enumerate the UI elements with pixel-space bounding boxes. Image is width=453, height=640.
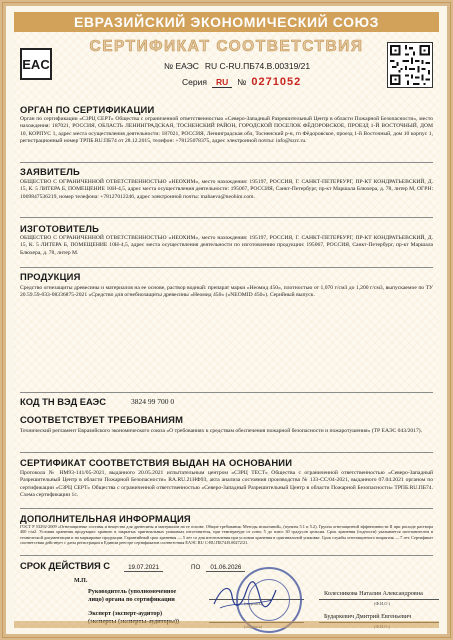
head-role xyxy=(88,588,176,604)
union-title: ЕВРАЗИЙСКИЙ ЭКОНОМИЧЕСКИЙ СОЮЗ xyxy=(14,12,439,32)
section-heading-basis: СЕРТИФИКАТ СООТВЕТСТВИЯ ВЫДАН НА ОСНОВАНИИ xyxy=(20,457,293,468)
expert-role-line-1: Эксперт (эксперт-аудитор) xyxy=(88,610,163,617)
section-heading-applicant: ЗАЯВИТЕЛЬ xyxy=(20,166,80,177)
head-role-line-1: Руководитель (уполномоченное xyxy=(88,588,177,595)
section-heading-organ: ОРГАН ПО СЕРТИФИКАЦИИ xyxy=(20,104,155,115)
section-text-applicant: ОБЩЕСТВО С ОГРАНИЧЕННОЙ ОТВЕТСТВЕННОСТЬЮ «НЕОХИМ», место нахождения: 195197, РОССИЯ, Г. САНКТ-ПЕТЕРБУРГ, ПР-КТ КОНДРАТЬЕВСКИЙ, Д. 15, К. 5 ЛИТЕРА Б, ПОМЕЩЕНИЕ 10Н-4,5, адрес места осуществления деятельности: 195067, РОССИЯ, Санкт-Петербург, пр-кт Маршала Блюхера, д. 78, литер М, ОГРН: 1069847536219, номер телефона: +78127012246, адрес электронной почты: mahaeva@neohim.com. xyxy=(20,179,433,200)
certificate-number-value: RU С-RU.ПБ74.В.00319/21 xyxy=(204,61,311,71)
series-label: Серия xyxy=(182,77,207,87)
certificate-number xyxy=(164,61,310,71)
certificate-title: СЕРТИФИКАТ СООТВЕТСТВИЯ xyxy=(89,38,364,55)
divider xyxy=(20,162,433,163)
head-name: Колесникова Наталия Александровна xyxy=(324,590,423,597)
divider xyxy=(20,555,433,556)
section-heading-requirements: СООТВЕТСТВУЕТ ТРЕБОВАНИЯМ xyxy=(20,414,184,425)
divider xyxy=(20,508,433,509)
validity-to: 01.06.2026 xyxy=(206,564,245,572)
blank-number: 0271052 xyxy=(251,76,302,88)
certificate-body xyxy=(14,12,439,628)
section-heading-extra: ДОПОЛНИТЕЛЬНАЯ ИНФОРМАЦИЯ xyxy=(20,513,191,524)
seal-place-label: М.П. xyxy=(74,578,88,584)
section-heading-manufacturer: ИЗГОТОВИТЕЛЬ xyxy=(20,223,100,234)
section-heading-product: ПРОДУКЦИЯ xyxy=(20,271,81,282)
divider xyxy=(20,217,433,218)
series-line xyxy=(182,76,301,88)
validity-from: 19.07.2021 xyxy=(124,564,163,572)
divider xyxy=(20,267,433,268)
section-text-requirements: Технический регламент Евразийского экономического союза «О требованиях к средствам обеспечения пожарной безопасности и пожаротушения» (ТР ЕАЭС 043/2017). xyxy=(20,428,423,434)
divider xyxy=(20,452,433,453)
validity-line xyxy=(20,560,245,572)
section-text-product: Средство огнезащиты древесины и материалов на ее основе, раствор водный: препарат марки «Неомид 450», плотностью от 1,070 г/см3 до 1,200 г/см3, выпускаемое по ТУ 20.59.59-033-08336875-2021 «Средство для огнебиозащиты древесины «Неомид 450» («NEOMID 450»). Серийный выпуск. xyxy=(20,285,433,299)
name-line xyxy=(319,599,439,600)
validity-to-label: ПО xyxy=(191,564,201,571)
series-value: RU xyxy=(212,77,232,88)
certificate-number-label: № ЕАЭС xyxy=(164,61,199,71)
eac-logo-icon xyxy=(20,48,52,80)
expert-name: Бударкевич Дмитрий Евгеньевич xyxy=(324,613,412,620)
section-text-basis: Протокола № НМ93-141/05-2021, выданного 20.05.2021 испытательным центром «СЗРЦ ТЕСТ» Общества с ограниченной ответственностью «Северо-Западный Разрешительный Центр в области Пожарной Безопасности» RA.RU.21НФ93, акта анализа состояния производства № 133-СС/04-2021, выданного 07.04.2021 органом по сертификации «СЗРЦ СЕРТ» Общества с ограниченной ответственностью «Северо-Западный Разрешительный Центр в области Пожарной Безопасности» ТРПБ.RU.ПБ74. Схема сертификации 1с. xyxy=(20,470,433,499)
section-text-organ: Орган по сертификации «СЗРЦ СЕРТ» Общества с ограниченной ответственностью «Северо-Западный Разрешительный Центр в области Пожарной Безопасности», место нахождения: 187021, РОССИЯ, ОБЛАСТЬ ЛЕНИНГРАДСКАЯ, ТОСНЕНСКИЙ РАЙОН, ГОРОДСКОЙ ПОСЕЛОК ФЁДОРОВСКОЕ, ПРОЕЗД 1-Й ВОСТОЧНЫЙ, ДОМ 10, КОРПУС 1, адрес места осуществления деятельности: 187021, РОССИЯ, Ленинградская обл, Тосненский р-н, гп Фёдоровское, проезд 1-й Восточный, дом 10 корпус 1, регистрационный номер ТРПБ.RU.ПБ74 от 28.12.2015, телефон: +78125078375, адрес электронной почты: info@szrc.ru. xyxy=(20,116,433,145)
tnved-code-label: КОД ТН ВЭД ЕАЭС xyxy=(20,396,106,407)
section-text-extra: ГОСТ Р 53292-2009 «Огнезащитные составы и вещества для древесины и материалов на ее основе. Общие требования. Методы испытаний», (пункты 5.1 и 5.2). Группа огнезащитной эффективности II при расходе раствора 400 г/м2. Условия хранения продукции: хранить в закрытых оригинальных упаковках изготовителя, при температуре от плюс 5 до плюс 30 градусов цельсия. Срок хранения (годности) указывается изготовителем в технической документации и на маркировке продукции. Гарантийный срок хранения — 5 лет со дня изготовления при условии хранения в оригинальной упаковке. Срок службы огнезащитного покрытия — 7 лет. Сертификат соответствия действует с даты регистрации в Едином реестре сертификатов соответствия ЕАЭС RU С-RU.ПБ74.В.00272/21. xyxy=(20,524,433,546)
divider xyxy=(20,392,433,393)
validity-label: СРОК ДЕЙСТВИЯ С xyxy=(20,560,111,571)
section-text-manufacturer: ОБЩЕСТВО С ОГРАНИЧЕННОЙ ОТВЕТСТВЕННОСТЬЮ «НЕОХИМ», место нахождения: 195197, РОССИЯ, Г. САНКТ-ПЕТЕРБУРГ, ПР-КТ КОНДРАТЬЕВСКИЙ, Д. 15, К. 5 ЛИТЕРА Б, ПОМЕЩЕНИЕ 10Н-4,5, адрес места осуществления деятельности по изготовлению продукции: 195067, РОССИЯ, Санкт-Петербург, пр-кт Маршала Блюхера, д. 78, литер М. xyxy=(20,235,433,256)
eac-logo-text: EAC xyxy=(22,56,50,72)
tnved-code-value: 3824 99 700 0 xyxy=(131,397,175,406)
fio-caption: (Ф.И.О.) xyxy=(374,601,391,606)
handwritten-signature-icon xyxy=(210,580,280,614)
footer-band xyxy=(14,621,439,628)
blank-number-prefix: № xyxy=(237,77,247,87)
head-role-line-2: лицо) органа по сертификации xyxy=(88,596,175,603)
signature-caption: (подпись) xyxy=(244,601,263,606)
qr-code-icon xyxy=(387,42,433,88)
